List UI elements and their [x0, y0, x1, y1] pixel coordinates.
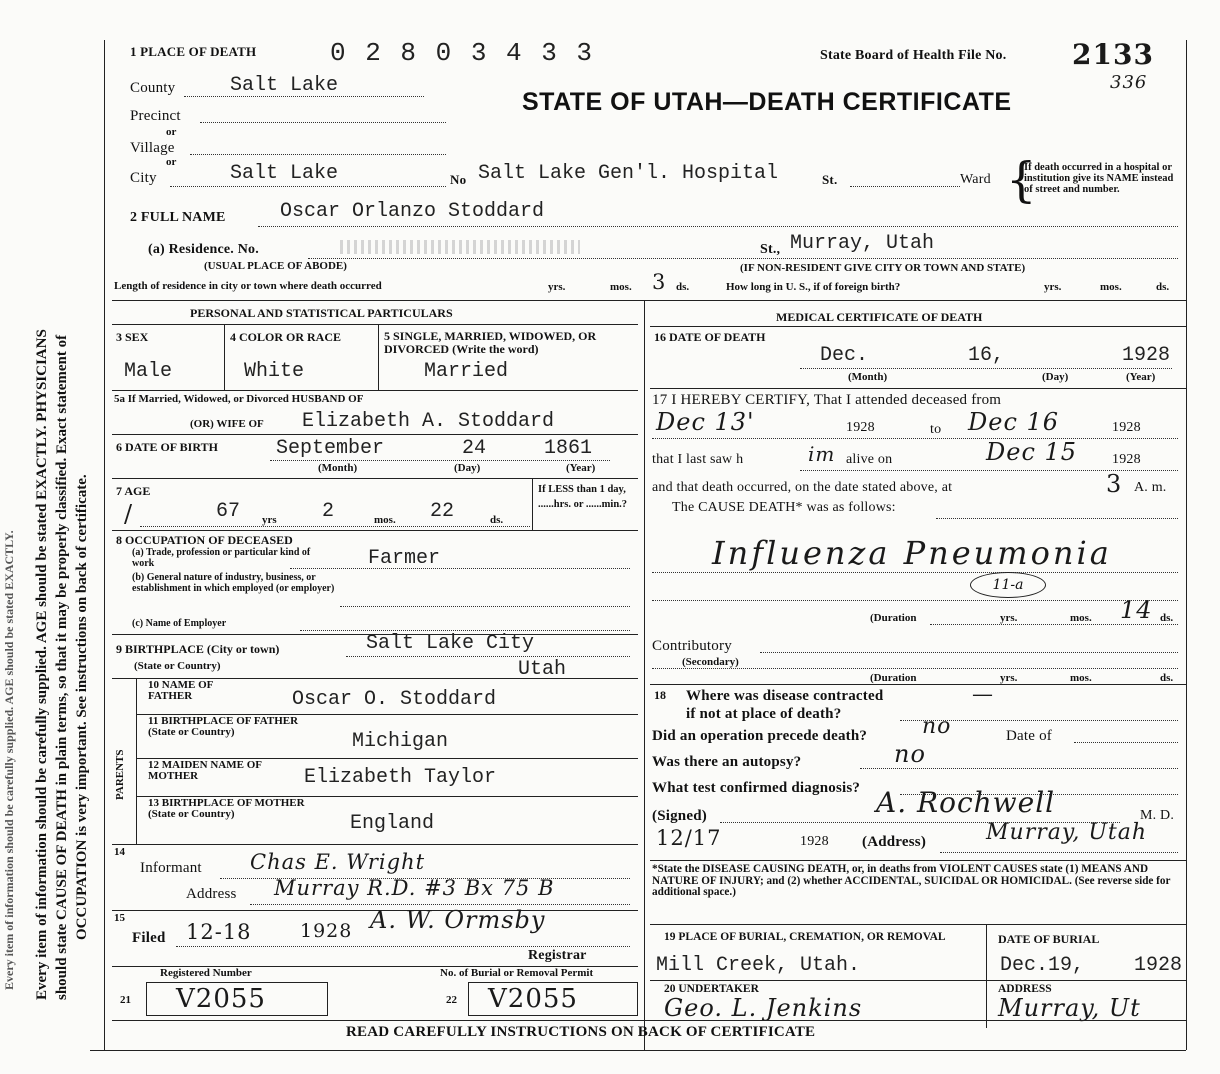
- file-no-value: 2133: [1072, 38, 1154, 71]
- burial-year: 1928: [1134, 954, 1183, 977]
- age-line: [140, 526, 530, 527]
- full-name-line: [258, 226, 1178, 227]
- birthplace-label: 9 BIRTHPLACE (City or town): [116, 642, 280, 656]
- dob-day-lbl: (Day): [454, 462, 481, 474]
- village-label: Village: [130, 140, 175, 156]
- md-label: M. D.: [1140, 808, 1175, 823]
- dod-month-lbl: (Month): [848, 371, 888, 383]
- last-saw-date: Dec 15: [986, 438, 1078, 466]
- signed-address-value: Murray, Utah: [986, 820, 1148, 845]
- nonresident-label: (IF NON-RESIDENT GIVE CITY OR TOWN AND STATE): [740, 262, 1026, 274]
- dob-year: 1861: [544, 437, 593, 460]
- parents-label: PARENTS: [114, 749, 126, 800]
- age-yrs-lbl: yrs: [262, 514, 277, 526]
- right-row-4: [650, 860, 1186, 861]
- filed-year: 1928: [300, 920, 353, 942]
- last-saw-pronoun: im: [808, 442, 836, 466]
- foreign-yrs: yrs.: [1044, 281, 1062, 293]
- cause-line-2: [652, 572, 1178, 573]
- length-mos: mos.: [610, 281, 632, 293]
- registrar-signature: A. W. Ormsby: [370, 906, 546, 934]
- burial-divider: [986, 924, 987, 1028]
- parents-divider: [136, 678, 137, 844]
- left-row-3: [112, 434, 638, 435]
- item-22: 22: [446, 994, 457, 1006]
- undertaker-label: 20 UNDERTAKER: [664, 983, 759, 995]
- place-of-death-label: 1 PLACE OF DEATH: [130, 44, 257, 59]
- dod-day-lbl: (Day): [1042, 371, 1069, 383]
- alive-label: alive on: [846, 452, 893, 467]
- father-label: 10 NAME OF FATHER: [148, 679, 213, 702]
- undertaker-address-label: ADDRESS: [998, 983, 1052, 995]
- father-birthplace-label: 11 BIRTHPLACE OF FATHER (State or Country): [148, 715, 299, 738]
- occupation-b-line: [340, 606, 630, 607]
- occurred-label: and that death occurred, on the date stated above, at: [652, 480, 953, 495]
- operation-label: Did an operation precede death?: [652, 728, 868, 744]
- left-row-1: [112, 324, 638, 325]
- duration-ds: ds.: [1160, 612, 1174, 624]
- hospital-brace: {: [1006, 152, 1037, 208]
- cause-code: [970, 572, 1046, 598]
- operation-value: no: [922, 714, 952, 739]
- cause-code-text: 11-a: [992, 577, 1024, 593]
- dod-year-lbl: (Year): [1126, 371, 1156, 383]
- precinct-label: Precinct: [130, 108, 181, 124]
- outer-left-border: [104, 40, 105, 1050]
- footer-instructions: READ CAREFULLY INSTRUCTIONS ON BACK OF CERTIFICATE: [346, 1024, 816, 1040]
- filed-line: [176, 946, 630, 947]
- attend-from: Dec 13': [656, 408, 755, 436]
- city-value: Salt Lake: [230, 162, 339, 185]
- test-label: What test confirmed diagnosis?: [652, 780, 861, 796]
- informant-label: Informant: [140, 860, 202, 876]
- right-row-2: [650, 388, 1186, 389]
- registered-number-value: V2055: [176, 984, 266, 1014]
- left-row-5: [112, 530, 638, 531]
- duration-days: 14: [1120, 596, 1153, 624]
- signed-year: 1928: [800, 834, 829, 849]
- occurred-time: 3: [1106, 470, 1123, 498]
- father-value: Oscar O. Stoddard: [292, 688, 497, 711]
- certificate-title: STATE OF UTAH—DEATH CERTIFICATE: [522, 88, 1012, 116]
- autopsy-value: no: [894, 740, 926, 768]
- age-years: 67: [216, 500, 241, 523]
- right-row-6: [650, 980, 1186, 981]
- city-label: City: [130, 170, 157, 186]
- where-label-2: if not at place of death?: [686, 706, 842, 722]
- margin-instructions-3: OCCUPATION is very important. See instructions on back of certificate.: [74, 474, 90, 940]
- city-line: [170, 186, 446, 187]
- file-no-label: State Board of Health File No.: [820, 48, 1007, 63]
- length-yrs: yrs.: [548, 281, 566, 293]
- county-label: County: [130, 80, 176, 96]
- age-check: /: [124, 500, 134, 528]
- full-name-label: 2 FULL NAME: [130, 210, 226, 225]
- occupation-line: [290, 568, 630, 569]
- dod-label: 16 DATE OF DEATH: [654, 330, 766, 344]
- occupation-a-label: (a) Trade, profession or particular kind of work: [132, 547, 311, 569]
- physician-signature: A. Rochwell: [876, 786, 1056, 819]
- contributory-line-2: [652, 668, 1178, 669]
- marital-value: Married: [424, 360, 509, 383]
- item-18: 18: [654, 688, 666, 702]
- left-row-11: [112, 844, 638, 845]
- signed-label: (Signed): [652, 808, 707, 824]
- birthplace-line: [346, 656, 630, 657]
- married-label: 5a If Married, Widowed, or Divorced HUSBAND OF: [114, 393, 364, 405]
- dob-month: September: [276, 437, 385, 460]
- file-no-extra: 336: [1110, 72, 1148, 93]
- birthplace-state-label: (State or Country): [134, 660, 221, 672]
- usual-abode-label: (USUAL PLACE OF ABODE): [204, 260, 347, 272]
- outer-right-border: [1186, 40, 1187, 1050]
- attend-from-year: 1928: [846, 420, 875, 435]
- undertaker-address-value: Murray, Ut: [998, 994, 1141, 1022]
- hospital-note: If death occurred in a hospital or institution give its NAME instead of street and number.: [1024, 162, 1174, 195]
- dob-line: [270, 460, 610, 461]
- residence-st-label: St.,: [760, 242, 781, 257]
- dob-label: 6 DATE OF BIRTH: [116, 440, 218, 454]
- residence-line: [308, 258, 1178, 259]
- attend-line: [652, 438, 1178, 439]
- item-21: 21: [120, 994, 131, 1006]
- age-label: 7 AGE: [116, 484, 151, 498]
- right-row-3: [650, 684, 1186, 685]
- precinct-line: [200, 122, 446, 123]
- dod-day: 16,: [968, 344, 1005, 367]
- left-row-2: [112, 390, 638, 391]
- residence-redacted: [340, 240, 580, 254]
- dob-month-lbl: (Month): [318, 462, 358, 474]
- color-value: White: [244, 360, 305, 383]
- county-value: Salt Lake: [230, 74, 339, 97]
- cause-label: The CAUSE DEATH* was as follows:: [672, 500, 896, 515]
- wife-label: (OR) WIFE OF: [190, 418, 264, 430]
- or-label-2: or: [166, 156, 177, 168]
- age-months: 2: [322, 500, 335, 523]
- margin-instructions-0: Every item of information should be carefully supplied. AGE should be stated EXACTLY.: [2, 530, 16, 990]
- section-top-line: [112, 300, 1186, 301]
- duration2-ds: ds.: [1160, 672, 1174, 684]
- duration2-label: (Duration: [870, 672, 917, 684]
- margin-instructions-1: Every item of information should be carefully supplied. AGE should be stated EXACTLY. PHYSICIANS: [34, 329, 50, 1000]
- mother-birthplace-value: England: [350, 812, 435, 835]
- footer-line: [112, 1020, 1186, 1021]
- to-label: to: [930, 422, 942, 437]
- filed-label: Filed: [132, 930, 166, 946]
- full-name-value: Oscar Orlanzo Stoddard: [280, 200, 545, 223]
- ward-line: [850, 186, 960, 187]
- filed-value: 12-18: [186, 920, 252, 944]
- age-days: 22: [430, 500, 455, 523]
- registrar-label: Registrar: [528, 948, 587, 963]
- item-15: 15: [114, 912, 125, 924]
- certify-label: 17 I HEREBY CERTIFY, That I attended deceased from: [652, 392, 1002, 408]
- operation-line: [1074, 742, 1178, 743]
- duration2-yrs: yrs.: [1000, 672, 1018, 684]
- duration-mos: mos.: [1070, 612, 1092, 624]
- dod-year: 1928: [1122, 344, 1171, 367]
- st-label: St.: [822, 172, 838, 187]
- contributory-label: Contributory: [652, 638, 732, 654]
- burial-permit-label: No. of Burial or Removal Permit: [440, 967, 594, 979]
- mother-value: Elizabeth Taylor: [304, 766, 497, 789]
- sex-divider: [224, 324, 225, 390]
- burial-date-label: DATE OF BURIAL: [998, 932, 1100, 946]
- father-birthplace-value: Michigan: [352, 730, 449, 753]
- birthplace-state: Utah: [518, 658, 567, 681]
- residence-value: Murray, Utah: [790, 232, 935, 255]
- sex-value: Male: [124, 360, 173, 383]
- column-divider: [644, 300, 645, 1050]
- occupation-value: Farmer: [368, 547, 441, 570]
- ward-label: Ward: [960, 172, 991, 187]
- right-row-1: [650, 326, 1186, 327]
- occupation-label: 8 OCCUPATION OF DECEASED: [116, 533, 293, 547]
- sex-label: 3 SEX: [116, 330, 149, 344]
- informant-address-line: [250, 904, 630, 905]
- informant-address-label: Address: [186, 886, 237, 902]
- where-value: —: [972, 682, 994, 706]
- foreign-ds: ds.: [1156, 281, 1170, 293]
- am-label: A. m.: [1134, 480, 1167, 495]
- last-saw-label: that I last saw h: [652, 452, 744, 467]
- foreign-mos: mos.: [1100, 281, 1122, 293]
- duration-line: [930, 624, 1178, 625]
- contributory-line: [760, 652, 1178, 653]
- residence-label: (a) Residence. No.: [148, 242, 259, 257]
- length-ds: ds.: [676, 281, 690, 293]
- cause-line-3: [652, 600, 1178, 601]
- autopsy-line: [860, 768, 1178, 769]
- duration-label: (Duration: [870, 612, 917, 624]
- personal-section-title: PERSONAL AND STATISTICAL PARTICULARS: [190, 306, 453, 320]
- signed-date: 12/17: [656, 826, 722, 850]
- medical-section-title: MEDICAL CERTIFICATE OF DEATH: [776, 310, 983, 324]
- no-label: No: [450, 172, 467, 187]
- occupation-c-line: [300, 630, 630, 631]
- dod-month: Dec.: [820, 344, 869, 367]
- spouse-value: Elizabeth A. Stoddard: [302, 410, 555, 433]
- or-label-1: or: [166, 126, 177, 138]
- cause-line-1: [936, 518, 1178, 519]
- signed-address-line: [940, 852, 1178, 853]
- mother-birthplace-label: 13 BIRTHPLACE OF MOTHER (State or Country): [148, 797, 305, 820]
- item-14: 14: [114, 846, 125, 858]
- duration2-mos: mos.: [1070, 672, 1092, 684]
- burial-permit-value: V2055: [488, 984, 578, 1014]
- certificate-number: 0 2 8 0 3 4 3 3: [330, 38, 595, 68]
- dob-year-lbl: (Year): [566, 462, 596, 474]
- burial-label: 19 PLACE OF BURIAL, CREMATION, OR REMOVAL: [664, 931, 946, 943]
- attend-to-year: 1928: [1112, 420, 1141, 435]
- color-label: 4 COLOR OR RACE: [230, 330, 342, 344]
- where-label: Where was disease contracted: [686, 688, 884, 704]
- occupation-c-label: (c) Name of Employer: [132, 618, 227, 629]
- last-saw-year: 1928: [1112, 452, 1141, 467]
- length-residence-label: Length of residence in city or town where death occurred: [114, 280, 382, 292]
- informant-address-value: Murray R.D. #3 Bx 75 B: [274, 876, 555, 900]
- dod-line: [800, 368, 1172, 369]
- margin-instructions-2: should state CAUSE OF DEATH in plain terms, so that it may be properly classified. Exact statement of: [54, 334, 70, 1000]
- right-row-5: [650, 924, 1186, 925]
- undertaker-value: Geo. L. Jenkins: [664, 994, 863, 1022]
- secondary-label: (Secondary): [682, 656, 739, 668]
- registered-number-label: Registered Number: [160, 967, 252, 979]
- cause-value: Influenza Pneumonia: [712, 534, 1112, 572]
- signed-address-label: (Address): [862, 834, 927, 850]
- autopsy-label: Was there an autopsy?: [652, 754, 802, 770]
- left-row-4: [112, 478, 638, 479]
- dob-day: 24: [462, 437, 487, 460]
- attend-to: Dec 16: [968, 408, 1060, 436]
- cause-footnote: *State the DISEASE CAUSING DEATH, or, in deaths from VIOLENT CAUSES state (1) MEANS AND NATURE OF INJURY; and (2) whether ACCIDENTAL, SUICIDAL OR HOMICIDAL. (See reverse side for additional space.): [652, 863, 1171, 898]
- informant-value: Chas E. Wright: [250, 850, 426, 874]
- village-line: [190, 154, 446, 155]
- hospital-value: Salt Lake Gen'l. Hospital: [478, 162, 779, 185]
- occupation-b-label: (b) General nature of industry, business, or establishment in which employed (or employer): [132, 572, 335, 594]
- birthplace-city: Salt Lake City: [366, 632, 535, 655]
- foreign-birth-label: How long in U. S., if of foreign birth?: [726, 281, 901, 293]
- date-of-label: Date of: [1006, 728, 1052, 744]
- bottom-border: [90, 1050, 1186, 1051]
- age-ds-lbl: ds.: [490, 514, 504, 526]
- burial-date: Dec.19,: [1000, 954, 1085, 977]
- length-days-value: 3: [652, 270, 667, 294]
- color-divider: [378, 324, 379, 390]
- age-divider: [532, 478, 533, 530]
- marital-label: 5 SINGLE, MARRIED, WIDOWED, OR DIVORCED (Write the word): [384, 329, 597, 356]
- burial-value: Mill Creek, Utah.: [656, 954, 861, 977]
- mother-label: 12 MAIDEN NAME OF MOTHER: [148, 759, 262, 782]
- duration-yrs: yrs.: [1000, 612, 1018, 624]
- less-than-label: If LESS than 1 day, ......hrs. or ......min.?: [538, 484, 628, 510]
- age-mos-lbl: mos.: [374, 514, 396, 526]
